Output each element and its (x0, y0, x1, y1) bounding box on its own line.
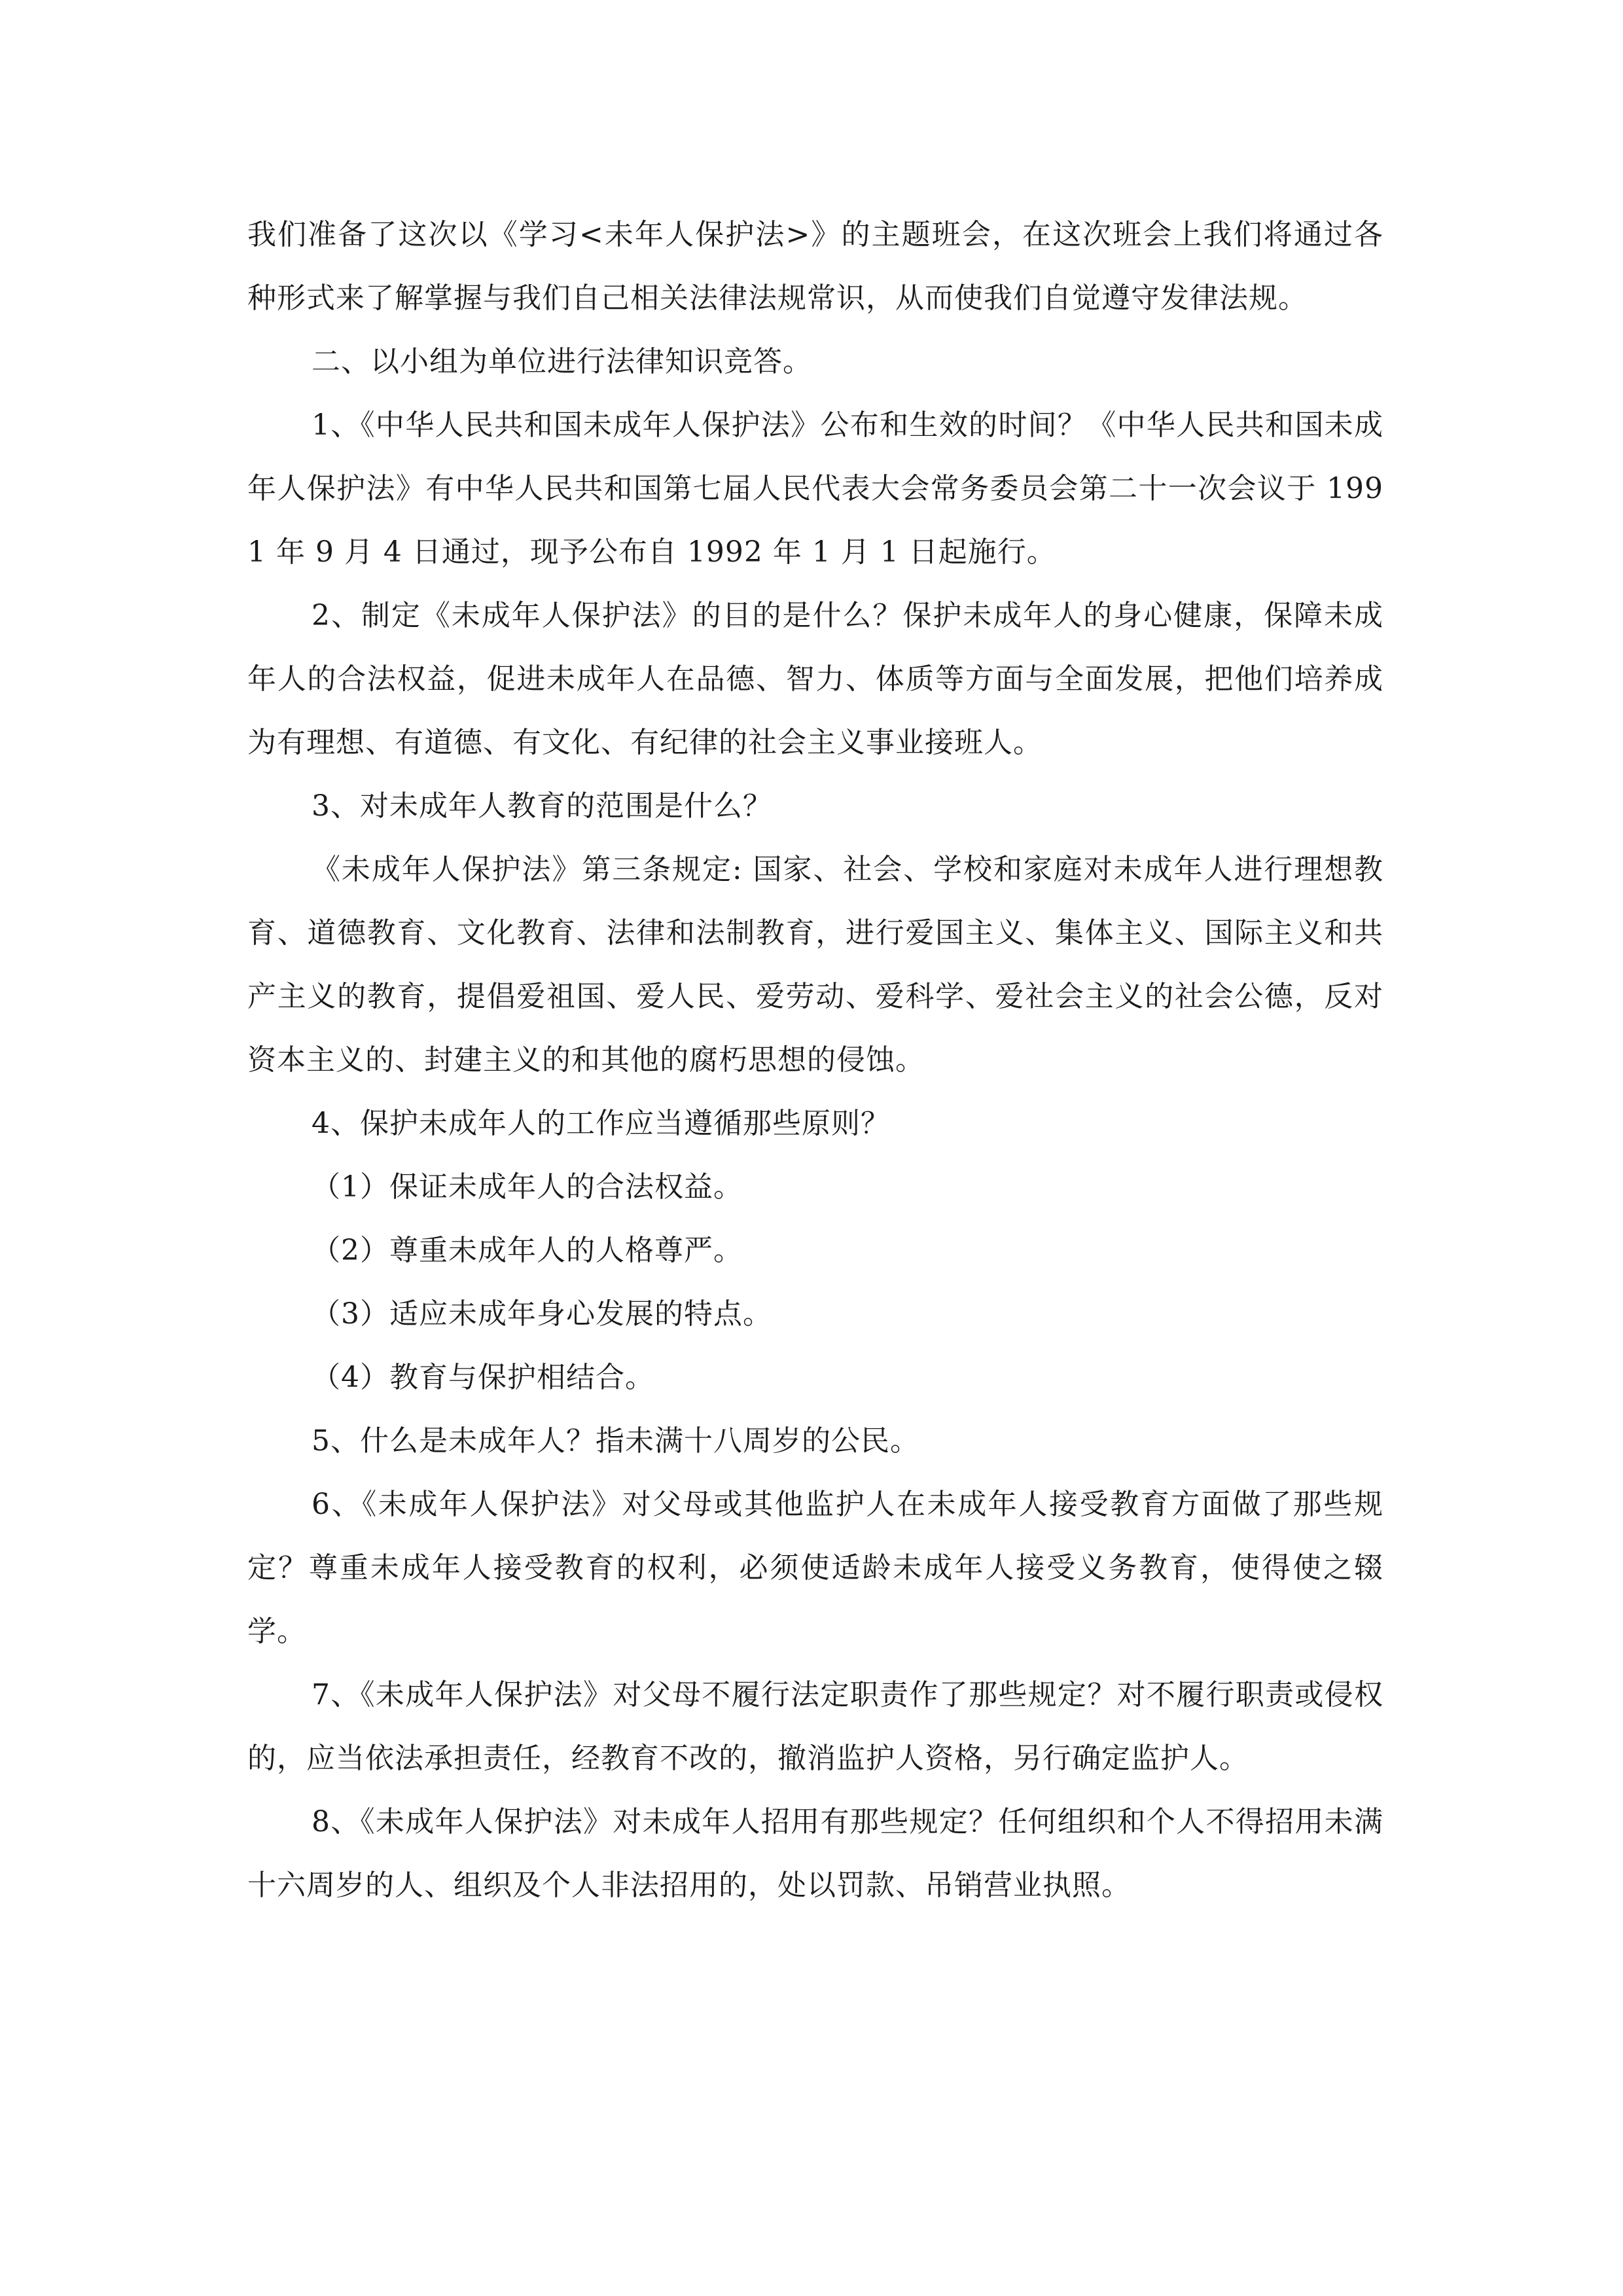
principle-1: （1）保证未成年人的合法权益。 (312, 1170, 743, 1204)
question-3: 3、对未成年人教育的范围是什么？ (312, 789, 772, 823)
question-2: 2、制定《未成年人保护法》的目的是什么？保护未成年人的身心健康，保障未成年人的合法权益，促进未成年人在品德、智力、体质等方面与全面发展，把他们培养成为有理想、有道德、有文化、有纪律的社会主义事业接班人。 (247, 599, 1383, 759)
question-6: 6、《未成年人保护法》对父母或其他监护人在未成年人接受教育方面做了那些规定？尊重未成年人接受教育的权利，必须使适龄未成年人接受义务教育，使得使之辍学。 (247, 1488, 1383, 1648)
question-5: 5、什么是未成年人？指未满十八周岁的公民。 (312, 1424, 919, 1458)
principle-4: （4）教育与保护相结合。 (312, 1361, 654, 1394)
answer-3: 《未成年人保护法》第三条规定: 国家、社会、学校和家庭对未成年人进行理想教育、道德教育、文化教育、法律和法制教育，进行爱国主义、集体主义、国际主义和共产主义的教育，提倡爱祖国、爱人民、爱劳动、爱科学、爱社会主义的社会公德，反对资本主义的、封建主义的和其他的腐朽思想的侵蚀。 (247, 853, 1383, 1077)
question-7: 7、《未成年人保护法》对父母不履行法定职责作了那些规定？对不履行职责或侵权的，应当依法承担责任，经教育不改的，撤消监护人资格，另行确定监护人。 (247, 1678, 1383, 1775)
question-4: 4、保护未成年人的工作应当遵循那些原则？ (312, 1107, 890, 1140)
section-heading: 二、以小组为单位进行法律知识竞答。 (312, 345, 812, 378)
question-8: 8、《未成年人保护法》对未成年人招用有那些规定？任何组织和个人不得招用未满十六周岁的人、组织及个人非法招用的，处以罚款、吊销营业执照。 (247, 1805, 1383, 1902)
principle-3: （3）适应未成年身心发展的特点。 (312, 1297, 772, 1331)
principle-2: （2）尊重未成年人的人格尊严。 (312, 1234, 743, 1267)
intro-paragraph: 我们准备了这次以《学习<未年人保护法>》的主题班会，在这次班会上我们将通过各种形式来了解掌握与我们自己相关法律法规常识，从而使我们自觉遵守发律法规。 (247, 218, 1383, 315)
question-1: 1、《中华人民共和国未成年人保护法》公布和生效的时间？《中华人民共和国未成年人保护法》有中华人民共和国第七届人民代表大会常务委员会第二十一次会议于 1991 年 9 月 4 日通过，现予公布自 1992 年 1 月 1 日起施行。 (247, 408, 1383, 569)
document-page (247, 203, 1383, 1917)
